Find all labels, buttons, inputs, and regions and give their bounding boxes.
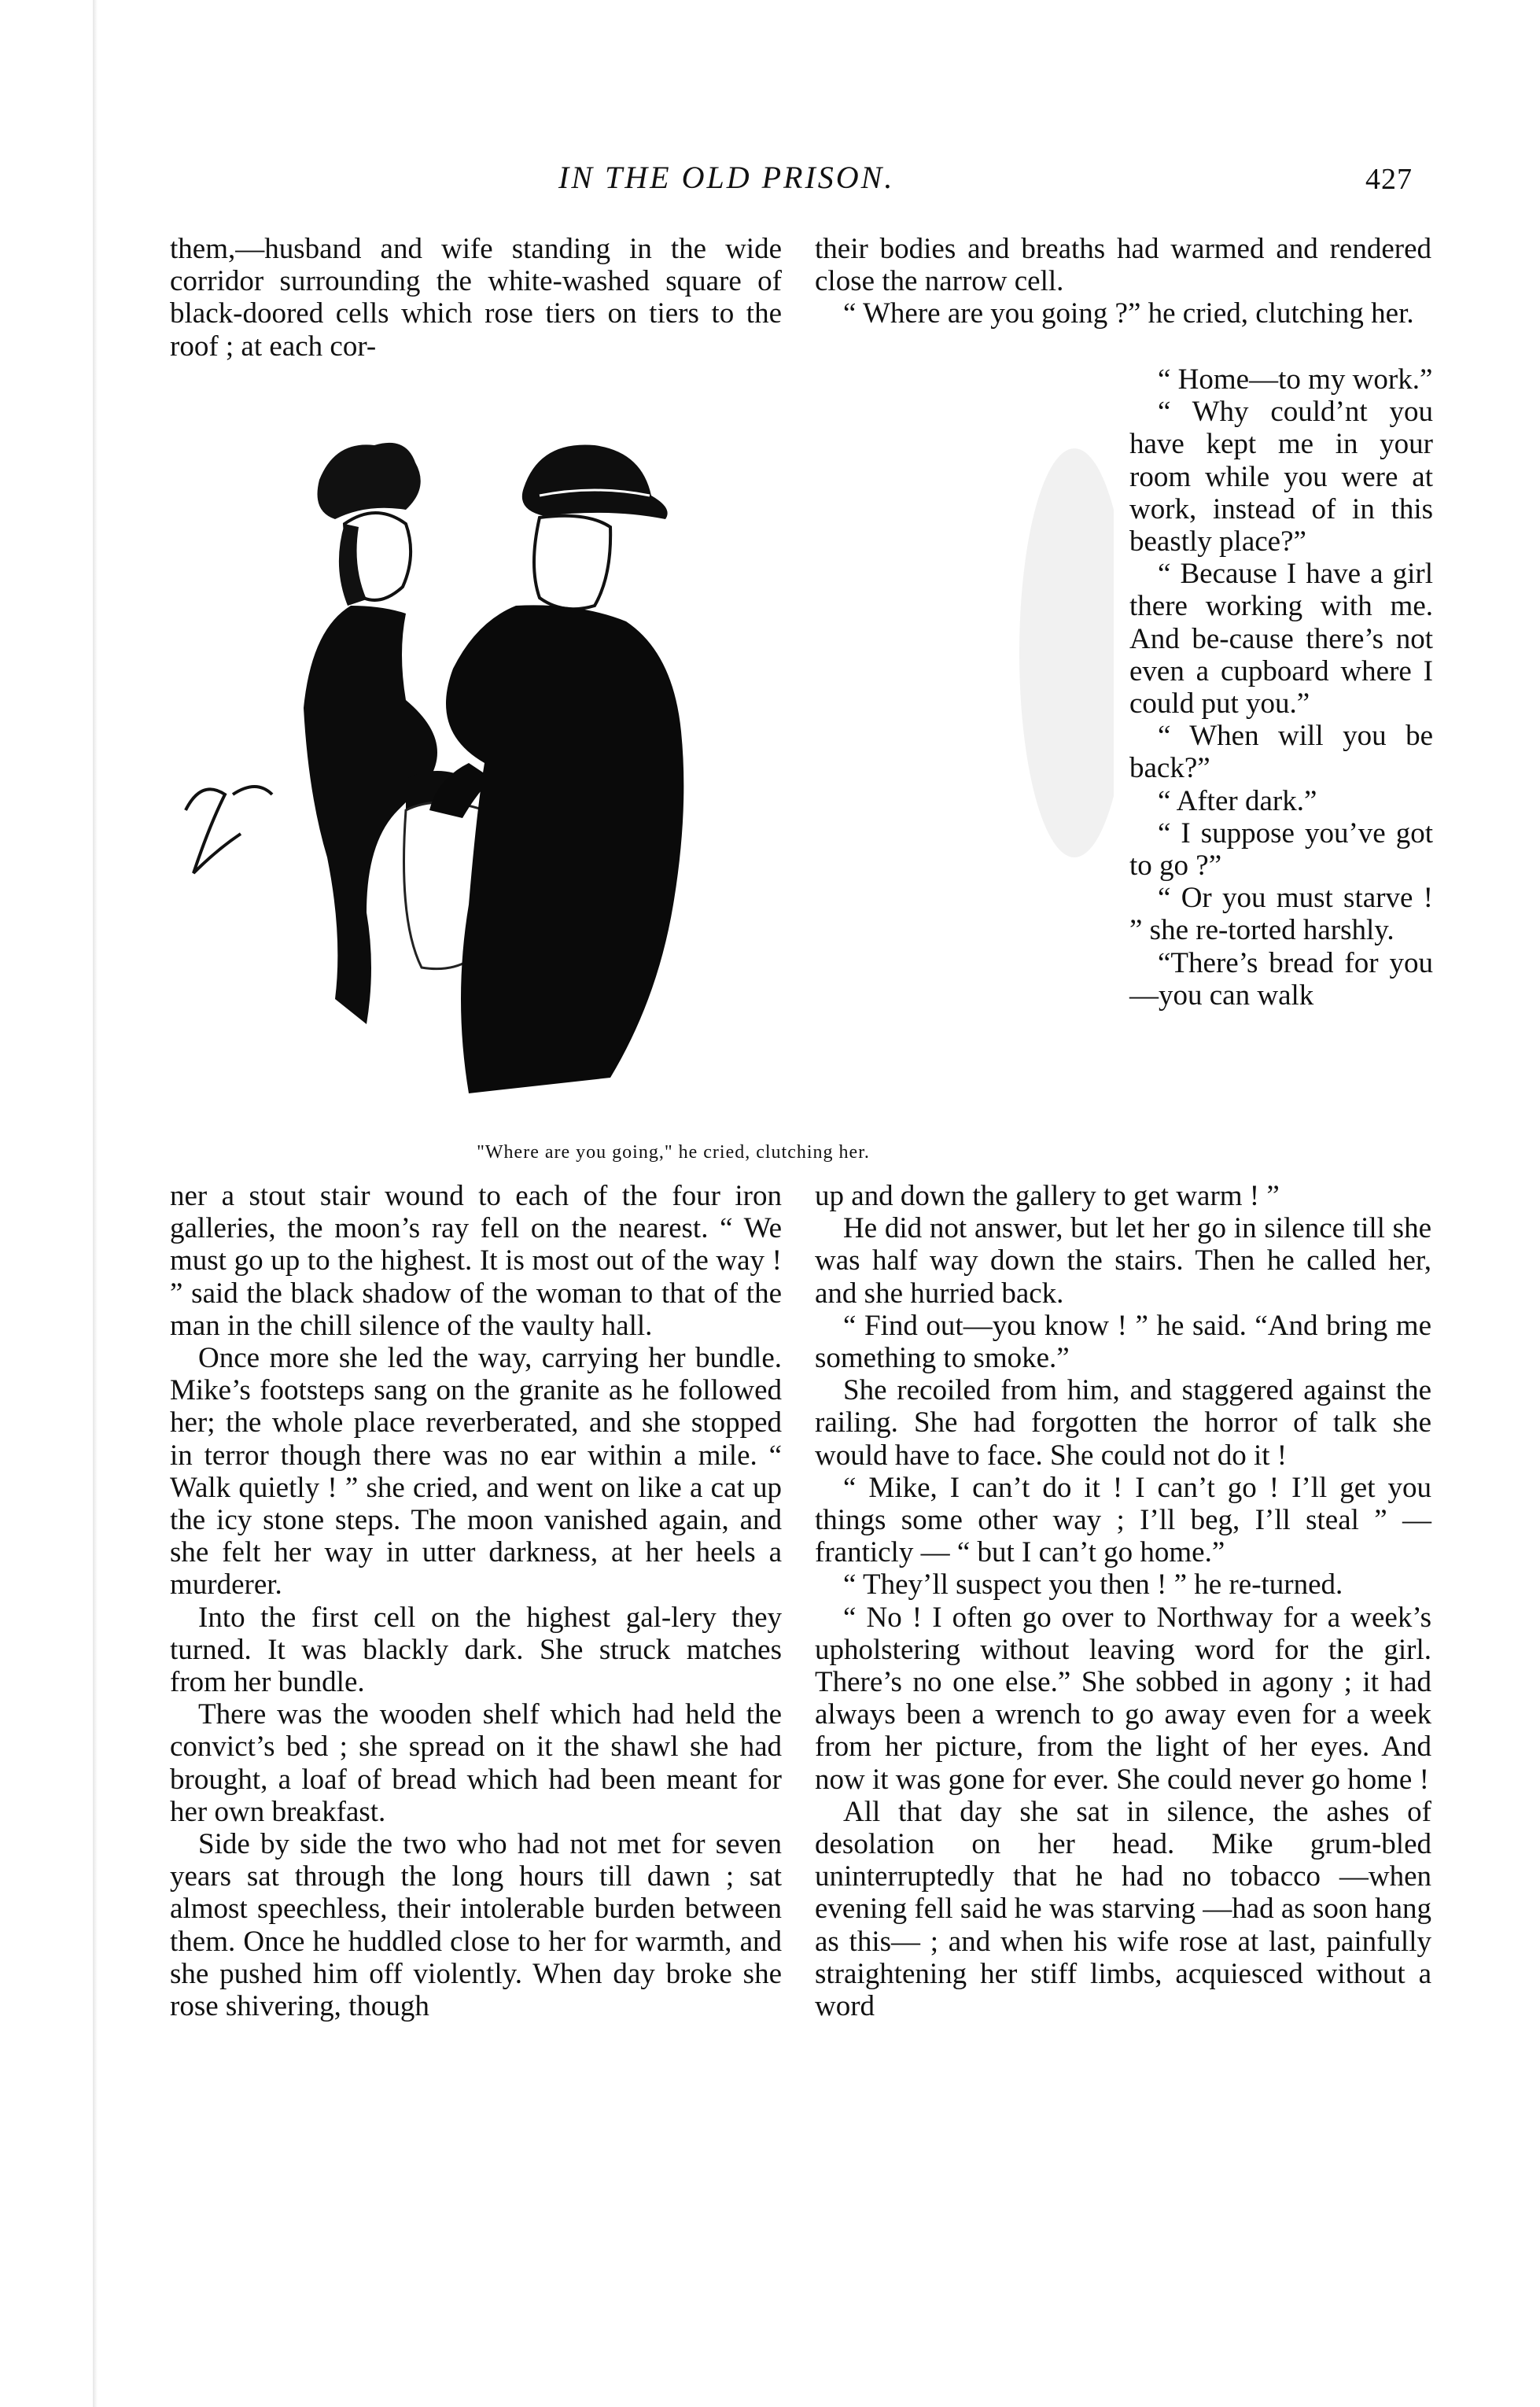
paragraph: Into the first cell on the highest gal-lery they turned. It was blackly dark. She struck matches from her bundle. (170, 1601, 782, 1699)
paragraph: up and down the gallery to get warm ! ” (815, 1180, 1280, 1212)
woman-hat (318, 443, 421, 519)
background-wash (1019, 448, 1114, 857)
artist-signature (186, 787, 272, 873)
paragraph: She recoiled from him, and staggered against the railing. She had forgotten the horror of talk she would have to face. She could not do it ! (815, 1374, 1431, 1472)
paragraph: “ No ! I often go over to Northway for a week’s upholstering without leaving word for the girl. There’s no one else.” She sobbed in agony ; it had always been a wrench to go away even for a week from her picture, from the light of her eyes. And now it was gone for ever. She could never go home ! (815, 1601, 1431, 1796)
page-number: 427 (1365, 163, 1413, 196)
illustration-woman-and-man (170, 370, 1114, 1133)
paragraph: “ Home—to my work.” (1158, 363, 1433, 396)
man-hat (522, 444, 668, 519)
paragraph: All that day she sat in silence, the ashes of desolation on her head. Mike grum-bled uninterruptedly that he had no tobacco —when evening fell said he was starving —had as soon hang as this— ; and when his wife rose at last, painfully straightening her stiff limbs, acquiesced without a word (815, 1795, 1432, 2023)
running-title: IN THE OLD PRISON. (558, 160, 895, 195)
paragraph: There was the wooden shelf which had held the convict’s bed ; she spread on it the shawl she had brought, a loaf of bread which had been meant for her own breakfast. (170, 1698, 782, 1828)
left-column-top (170, 233, 782, 363)
paragraph: Side by side the two who had not met for seven years sat through the long hours till dawn ; sat almost speechless, their intolerable burden between them. Once he huddled close to her for warmth, and she pushed him off violently. When day broke she rose shivering, though (170, 1828, 782, 2023)
paragraph: them,—husband and wife standing in the wide corridor surrounding the white-washed square of black-doored cells which rose tiers on tiers to the roof ; at each cor- (170, 233, 782, 363)
paragraph: “ Mike, I can’t do it ! I can’t go ! I’ll get you things some other way ; I’ll beg, I’ll steal ” — franticly — “ but I can’t go home.” (815, 1471, 1431, 1569)
paragraph: Once more she led the way, carrying her bundle. Mike’s footsteps sang on the granite as he followed her; the whole place reverberated, and she stopped in terror though there was no ear within a mile. “ Walk quietly ! ” she cried, and went on like a cat up the icy stone steps. The moon vanished again, and she felt her way in utter darkness, at her heels a murderer. (170, 1342, 782, 1602)
illustration-drawing (170, 370, 1114, 1133)
paragraph: “ I suppose you’ve got to go ?” (1129, 816, 1433, 883)
figure-caption: "Where are you going," he cried, clutching her. (477, 1142, 870, 1163)
page-gutter-edge (93, 0, 98, 2407)
left-column-bottom (170, 1180, 782, 2022)
paragraph: “ After dark.” (1158, 784, 1317, 817)
paragraph: their bodies and breaths had warmed and rendered close the narrow cell. (815, 233, 1431, 298)
man-face (534, 516, 610, 610)
paragraph: “There’s bread for you—you can walk (1129, 946, 1433, 1012)
paragraph: “ When will you be back?” (1129, 720, 1433, 785)
right-column-narrow (1129, 363, 1433, 1012)
paragraph: “ Where are you going ?” he cried, clutching her. (843, 297, 1414, 330)
right-column-top (815, 233, 1431, 330)
paragraph: “ Find out—you know ! ” he said. “And bring me something to smoke.” (815, 1309, 1431, 1375)
paragraph: ner a stout stair wound to each of the four iron galleries, the moon’s ray fell on the nearest. “ We must go up to the highest. It is most out of the way ! ” said the black shadow of the woman to that of the man in the chill silence of the vaulty hall. (170, 1180, 782, 1342)
paragraph: “ Why could’nt you have kept me in your room while you were at work, instead of in this beastly place?” (1129, 396, 1433, 558)
paragraph: “ Or you must starve ! ” she re-torted harshly. (1129, 882, 1433, 947)
right-column-bottom (815, 1180, 1431, 2022)
paragraph: “ They’ll suspect you then ! ” he re-turned. (843, 1568, 1343, 1602)
paragraph: “ Because I have a girl there working with me. And be-cause there’s not even a cupboard where I could put you.” (1129, 558, 1433, 721)
paragraph: He did not answer, but let her go in silence till she was half way down the stairs. Then he called her, and she hurried back. (815, 1212, 1431, 1310)
man-coat (446, 605, 683, 1093)
